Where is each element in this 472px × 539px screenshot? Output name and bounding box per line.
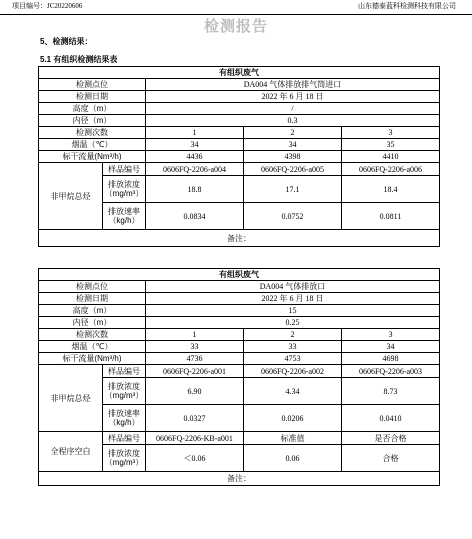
row-label: 烟温（℃）: [39, 341, 146, 353]
row-label: 检测点位: [39, 281, 146, 293]
rate-cell: 0.0410: [342, 405, 440, 432]
concentration-cell: 18.8: [146, 176, 244, 203]
concentration-cell: 8.73: [342, 378, 440, 405]
sample-id-cell: 0606FQ-2206-a002: [244, 365, 342, 378]
project-number: 项目编号：JC20220606: [12, 2, 83, 10]
test-date: 2022 年 6 月 18 日: [146, 293, 440, 305]
sub-row-label: 排放浓度（mg/m³）: [103, 176, 146, 203]
inner-diameter-value: 0.25: [146, 317, 440, 329]
rate-cell: 0.0834: [146, 203, 244, 230]
results-table-1: [38, 66, 440, 247]
sub-row-label: 样品编号: [103, 163, 146, 176]
row-label: 标干流量(Nm³/h): [39, 151, 146, 163]
count-cell: 1: [146, 329, 244, 341]
flow-cell: 4736: [146, 353, 244, 365]
count-cell: 2: [244, 329, 342, 341]
sample-id-cell: 0606FQ-2206-a006: [342, 163, 440, 176]
sample-id-cell: 0606FQ-2206-a001: [146, 365, 244, 378]
flow-cell: 4698: [342, 353, 440, 365]
row-label: 烟温（℃）: [39, 139, 146, 151]
row-label: 检测次数: [39, 127, 146, 139]
pollutant-label: 非甲烷总烃: [39, 365, 103, 432]
count-cell: 3: [342, 329, 440, 341]
standard-value: 0.06: [244, 445, 342, 472]
table-note: 备注：: [39, 472, 440, 486]
concentration-cell: 6.90: [146, 378, 244, 405]
temp-cell: 35: [342, 139, 440, 151]
section-title: 5、检测结果：: [40, 37, 93, 46]
company-name: 山东德泰蓝科检测科技有限公司: [358, 3, 456, 10]
flow-cell: 4436: [146, 151, 244, 163]
temp-cell: 34: [342, 341, 440, 353]
row-label: 高度（m）: [39, 305, 146, 317]
sub-row-label: 排放速率（kg/h）: [103, 203, 146, 230]
sub-row-label: 排放浓度（mg/m³）: [103, 378, 146, 405]
flow-cell: 4753: [244, 353, 342, 365]
sample-id-cell: 0606FQ-2206-a004: [146, 163, 244, 176]
pollutant-label: 非甲烷总烃: [39, 163, 103, 230]
concentration-cell: 18.4: [342, 176, 440, 203]
temp-cell: 34: [146, 139, 244, 151]
qualified-header: 是否合格: [342, 432, 440, 445]
subsection-title: 5.1 有组织检测结果表: [40, 55, 118, 64]
document-title: 检测报告: [203, 19, 268, 35]
temp-cell: 34: [244, 139, 342, 151]
row-label: 检测次数: [39, 329, 146, 341]
count-cell: 3: [342, 127, 440, 139]
row-label: 检测日期: [39, 91, 146, 103]
sub-row-label: 样品编号: [103, 432, 146, 445]
row-label: 标干流量(Nm³/h): [39, 353, 146, 365]
page-header: [0, 0, 472, 15]
flow-cell: 4398: [244, 151, 342, 163]
standard-value-header: 标准值: [244, 432, 342, 445]
results-table-2: [38, 268, 440, 486]
rate-cell: 0.0327: [146, 405, 244, 432]
count-cell: 2: [244, 127, 342, 139]
row-label: 检测日期: [39, 293, 146, 305]
sample-id-cell: 0606FQ-2206-a005: [244, 163, 342, 176]
row-label: 内径（m）: [39, 317, 146, 329]
table-note: 备注：: [39, 230, 440, 247]
table-caption: 有组织废气: [39, 67, 440, 79]
concentration-cell: 17.1: [244, 176, 342, 203]
sampling-point: DA004 气体排放口: [146, 281, 440, 293]
sub-row-label: 样品编号: [103, 365, 146, 378]
sampling-point: DA004 气体排放排气筒进口: [146, 79, 440, 91]
blank-concentration: ＜0.06: [146, 445, 244, 472]
sample-id-cell: 0606FQ-2206-a003: [342, 365, 440, 378]
rate-cell: 0.0752: [244, 203, 342, 230]
rate-cell: 0.0811: [342, 203, 440, 230]
flow-cell: 4410: [342, 151, 440, 163]
temp-cell: 33: [244, 341, 342, 353]
rate-cell: 0.0206: [244, 405, 342, 432]
sub-row-label: 排放浓度（mg/m³）: [103, 445, 146, 472]
temp-cell: 33: [146, 341, 244, 353]
height-value: 15: [146, 305, 440, 317]
blank-sample-id: 0606FQ-2206-KB-a001: [146, 432, 244, 445]
count-cell: 1: [146, 127, 244, 139]
row-label: 高度（m）: [39, 103, 146, 115]
sub-row-label: 排放速率（kg/h）: [103, 405, 146, 432]
concentration-cell: 4.34: [244, 378, 342, 405]
row-label: 内径（m）: [39, 115, 146, 127]
qualified-result: 合格: [342, 445, 440, 472]
blank-label: 全程序空白: [39, 432, 103, 472]
inner-diameter-value: 0.3: [146, 115, 440, 127]
height-value: /: [146, 103, 440, 115]
test-date: 2022 年 6 月 18 日: [146, 91, 440, 103]
table-caption: 有组织废气: [39, 269, 440, 281]
row-label: 检测点位: [39, 79, 146, 91]
